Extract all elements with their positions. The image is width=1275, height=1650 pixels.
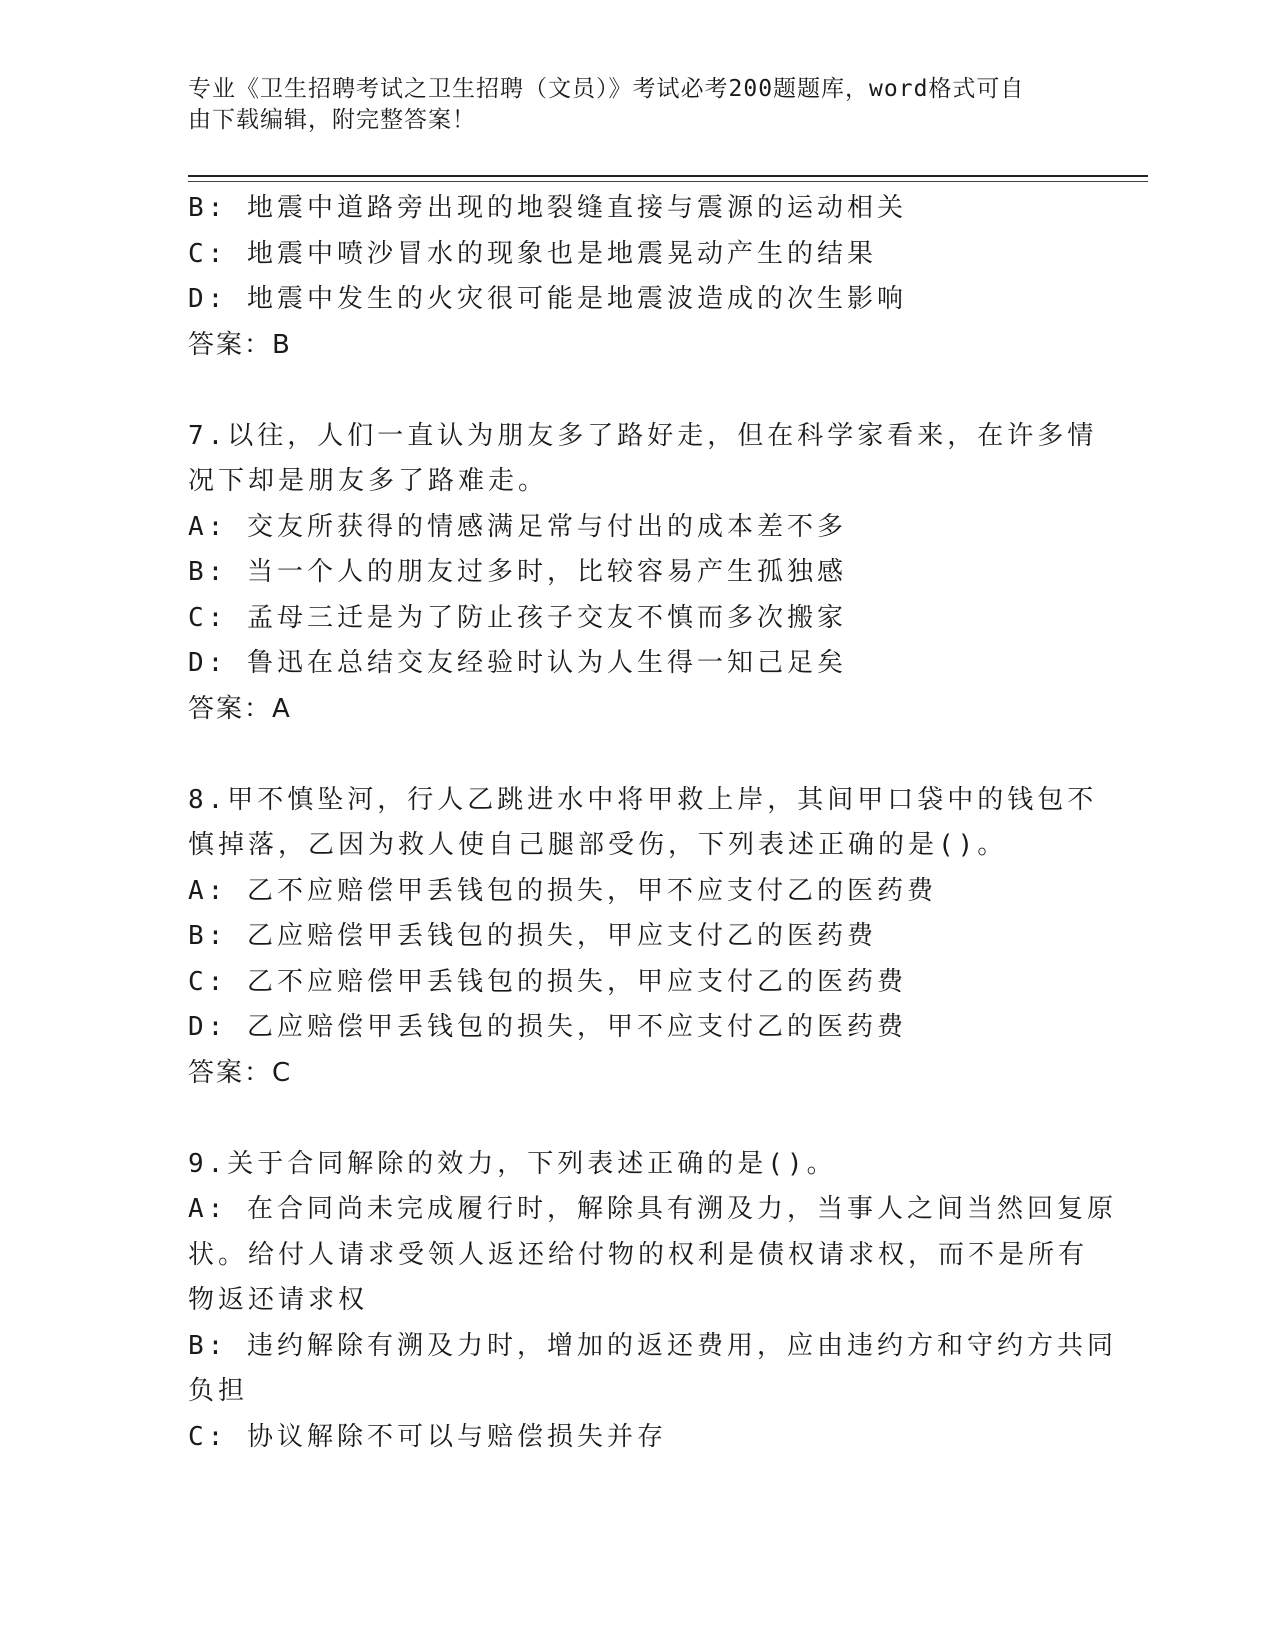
q7-answer: 答案：A xyxy=(188,693,292,724)
q6-option-c: C: 地震中喷沙冒水的现象也是地震晃动产生的结果 xyxy=(188,238,877,269)
q8-answer: 答案：C xyxy=(188,1057,293,1088)
q9-option-a-line-3: 物返还请求权 xyxy=(188,1285,369,1315)
q7-option-b: B: 当一个人的朋友过多时，比较容易产生孤独感 xyxy=(188,557,847,587)
q9-option-c: C: 协议解除不可以与赔偿损失并存 xyxy=(188,1421,667,1452)
spacer xyxy=(188,1096,1078,1142)
header-divider-thick xyxy=(188,175,1148,177)
q6-answer: 答案：B xyxy=(188,329,292,360)
question-list xyxy=(188,186,1117,1460)
question-9 xyxy=(188,1142,1117,1461)
q9-option-b-line-2: 负担 xyxy=(188,1376,249,1406)
q7-option-c: C: 孟母三迁是为了防止孩子交友不慎而多次搬家 xyxy=(188,602,847,633)
document-header xyxy=(188,74,1068,136)
header-line-1: 专业《卫生招聘考试之卫生招聘（文员）》考试必考200题题库，word格式可自 xyxy=(188,76,1025,102)
spacer xyxy=(188,732,1078,778)
header-line-2: 由下载编辑，附完整答案！ xyxy=(188,107,476,133)
question-7 xyxy=(188,414,1098,733)
q9-stem: 9.关于合同解除的效力，下列表述正确的是()。 xyxy=(188,1148,837,1179)
q8-option-c: C: 乙不应赔偿甲丢钱包的损失，甲应支付乙的医药费 xyxy=(188,966,907,997)
q6-option-d: D: 地震中发生的火灾很可能是地震波造成的次生影响 xyxy=(188,284,907,314)
q8-stem-line-1: 8.甲不慎坠河，行人乙跳进水中将甲救上岸，其间甲口袋中的钱包不 xyxy=(188,784,1098,815)
q9-option-a-line-1: A: 在合同尚未完成履行时，解除具有溯及力，当事人之间当然回复原 xyxy=(188,1194,1117,1224)
q7-option-d: D: 鲁迅在总结交友经验时认为人生得一知己足矣 xyxy=(188,648,847,678)
q6-option-b: B: 地震中道路旁出现的地裂缝直接与震源的运动相关 xyxy=(188,193,907,223)
question-8 xyxy=(188,778,1098,1097)
q8-stem-line-2: 慎掉落，乙因为救人使自己腿部受伤，下列表述正确的是()。 xyxy=(188,830,1008,860)
spacer xyxy=(188,368,1078,414)
q7-stem-line-1: 7.以往，人们一直认为朋友多了路好走，但在科学家看来，在许多情 xyxy=(188,420,1098,451)
q8-option-d: D: 乙应赔偿甲丢钱包的损失，甲不应支付乙的医药费 xyxy=(188,1012,907,1042)
q7-option-a: A: 交友所获得的情感满足常与付出的成本差不多 xyxy=(188,511,847,542)
header-divider-thin xyxy=(188,181,1148,182)
q9-option-b-line-1: B: 违约解除有溯及力时，增加的返还费用，应由违约方和守约方共同 xyxy=(188,1330,1117,1361)
q8-option-a: A: 乙不应赔偿甲丢钱包的损失，甲不应支付乙的医药费 xyxy=(188,875,937,906)
q7-stem-line-2: 况下却是朋友多了路难走。 xyxy=(188,466,549,496)
question-6 xyxy=(188,186,1078,368)
q8-option-b: B: 乙应赔偿甲丢钱包的损失，甲应支付乙的医药费 xyxy=(188,921,877,951)
q9-option-a-line-2: 状。给付人请求受领人返还给付物的权利是债权请求权，而不是所有 xyxy=(188,1239,1089,1270)
